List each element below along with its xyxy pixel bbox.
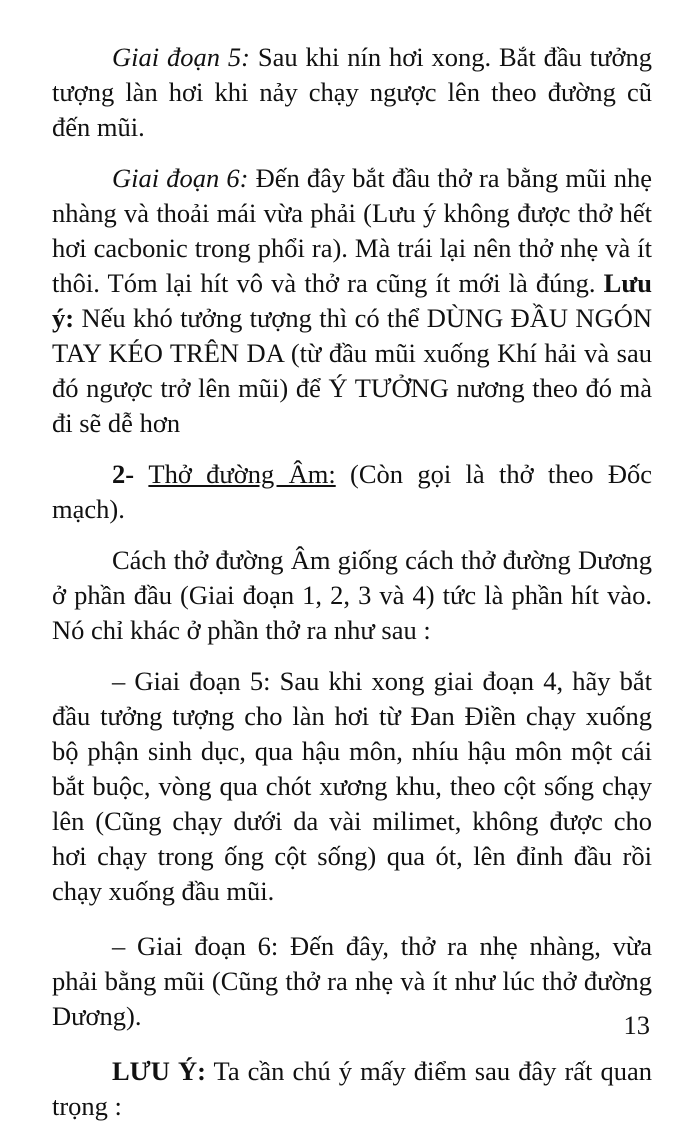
- paragraph-stage-5: [52, 40, 652, 145]
- stage-5-label: Giai đoạn 5:: [112, 42, 250, 72]
- paragraph-yin-stage-5: [52, 664, 652, 909]
- stage-6-label: Giai đoạn 6:: [112, 163, 249, 193]
- section-subtitle: (Còn gọi là thở theo Đốc mạch).: [52, 459, 652, 524]
- paragraph-stage-6: [52, 161, 652, 441]
- stage-6-text-a: Đến đây bắt đầu thở ra bằng mũi nhẹ nhàng và thoải mái vừa phải (Lưu ý không được thở hết hơi cacbonic trong phổi ra). Mà trái lại nên thở nhẹ và ít thôi. Tóm lại hít vô và thở ra cũng ít mới là đúng.: [52, 163, 652, 298]
- paragraph-yin-stage-6: [52, 929, 652, 1034]
- paragraph-yin-intro: [52, 543, 652, 648]
- stage-5-text: Sau khi nín hơi xong. Bắt đầu tưởng tượng làn hơi khi nảy chạy ngược lên theo đường cũ đến mũi.: [52, 42, 653, 142]
- yin-stage-5-text: – Giai đoạn 5: Sau khi xong giai đoạn 4, hãy bắt đầu tưởng tượng cho làn hơi từ Đan Điền chạy xuống bộ phận sinh dục, qua hậu môn, nhíu hậu môn một cái bắt buộc, vòng qua chót xương khu, theo cột sống chạy lên (Cũng chạy dưới da vài milimet, không được cho hơi chạy trong ống cột sống) qua ót, lên đỉnh đầu rồi chạy xuống đầu mũi.: [52, 666, 652, 906]
- paragraph-important-note: [52, 1054, 652, 1124]
- stage-6-text-b: Nếu khó tưởng tượng thì có thể DÙNG ĐẦU NGÓN TAY KÉO TRÊN DA (từ đầu mũi xuống Khí hải và sau đó ngược trở lên mũi) để Ý TƯỞNG nương theo đó mà đi sẽ dễ hơn: [52, 303, 652, 438]
- important-note-label: LƯU Ý:: [112, 1056, 206, 1086]
- page-number: 13: [623, 1010, 650, 1040]
- section-number: 2-: [112, 459, 149, 489]
- section-title: Thở đường Âm:: [148, 459, 336, 489]
- yin-intro-text: Cách thở đường Âm giống cách thở đường Dương ở phần đầu (Giai đoạn 1, 2, 3 và 4) tức là phần hít vào. Nó chỉ khác ở phần thở ra như sau :: [52, 545, 652, 645]
- important-note-text: Ta cần chú ý mấy điểm sau đây rất quan trọng :: [52, 1056, 652, 1121]
- yin-stage-6-text: – Giai đoạn 6: Đến đây, thở ra nhẹ nhàng, vừa phải bằng mũi (Cũng thở ra nhẹ và ít như lúc thở đường Dương).: [52, 931, 652, 1031]
- paragraph-yin-breathing-heading: [52, 457, 652, 527]
- note-label: Lưu ý:: [52, 268, 652, 333]
